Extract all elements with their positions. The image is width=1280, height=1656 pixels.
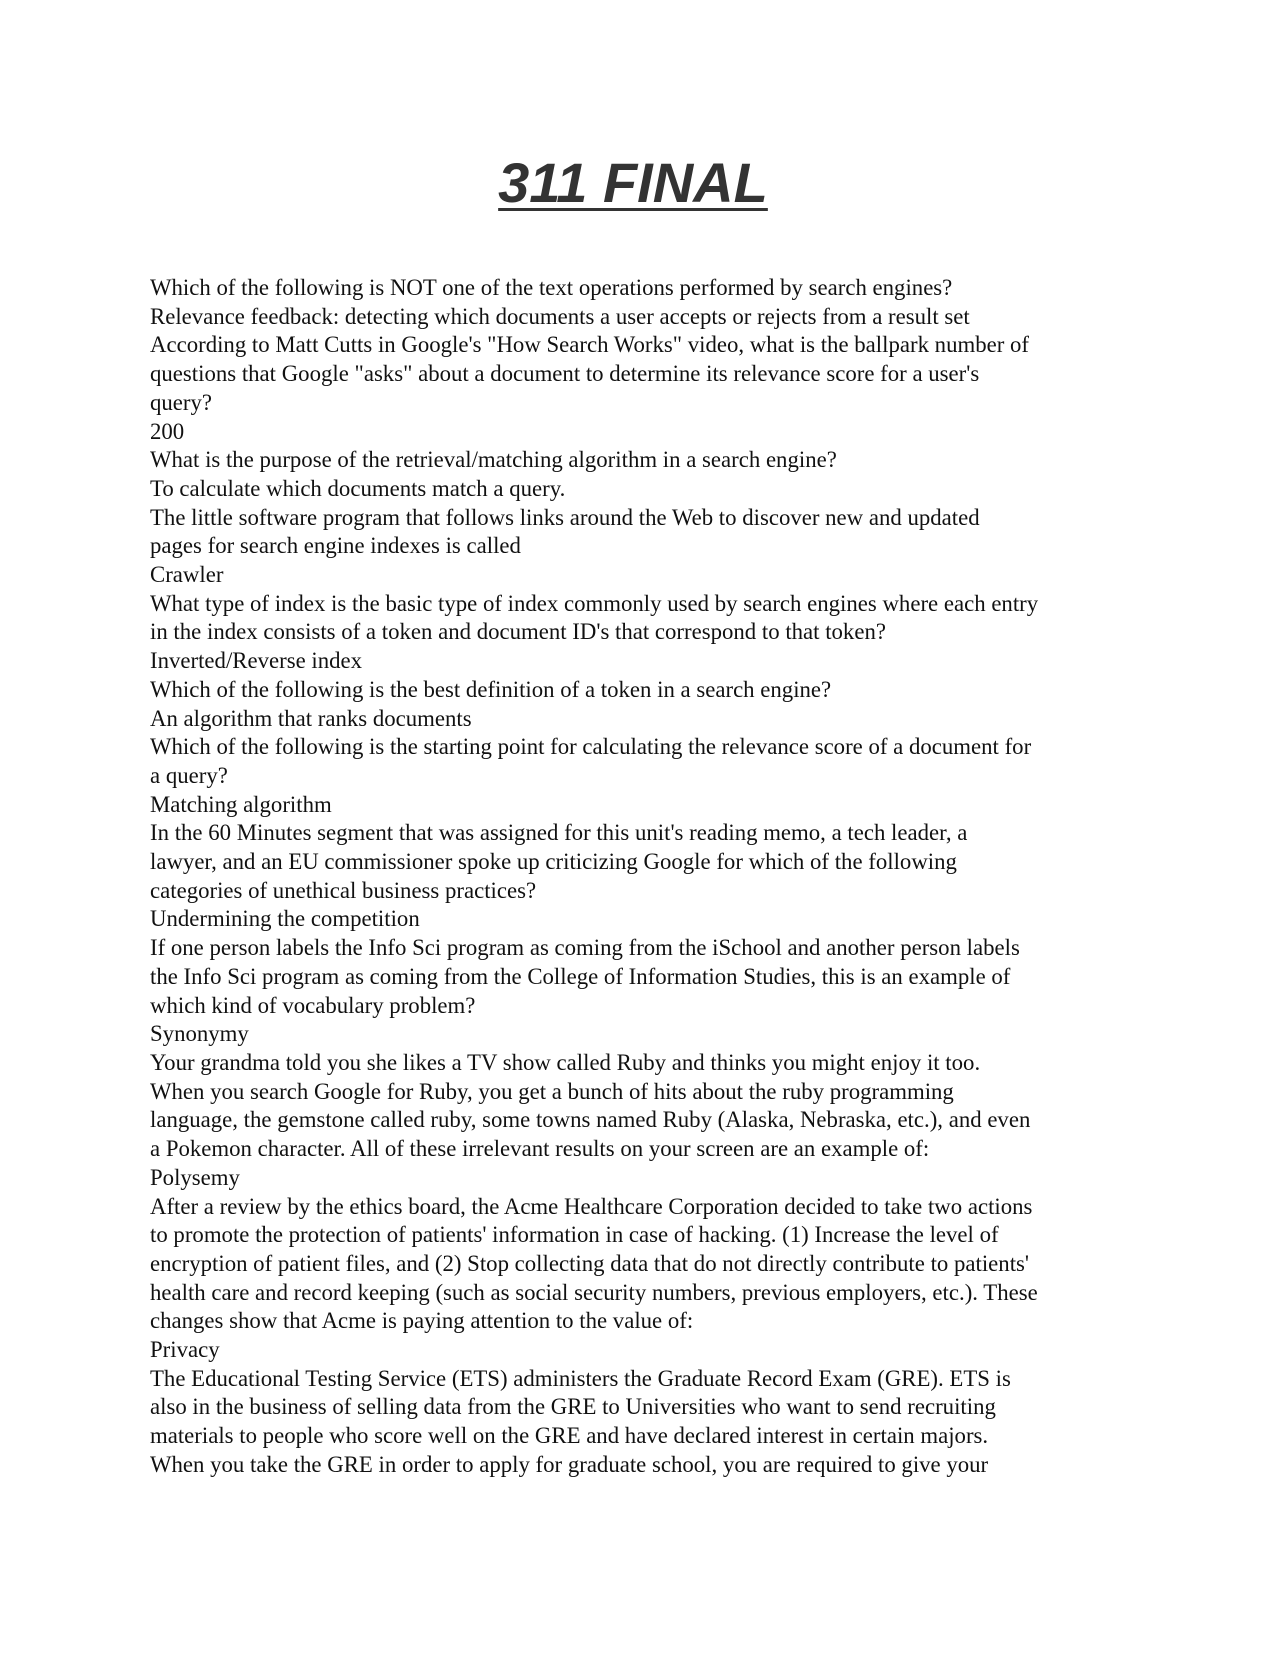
text-line: language, the gemstone called ruby, some towns named Ruby (Alaska, Nebraska, etc.), and even: [150, 1107, 1031, 1133]
text-line: a query?: [150, 762, 228, 788]
text-line: Which of the following is NOT one of the text operations performed by search engines?: [150, 275, 953, 300]
text-line: health care and record keeping (such as social security numbers, previous employers, etc.). These: [150, 1279, 1038, 1305]
text-line: What type of index is the basic type of index commonly used by search engines where each entry: [150, 590, 1039, 616]
text-line: The little software program that follows links around the Web to discover new and updated: [150, 504, 980, 530]
text-line: When you take the GRE in order to apply for graduate school, you are required to give your: [150, 1451, 989, 1477]
text-line: The Educational Testing Service (ETS) administers the Graduate Record Exam (GRE). ETS is: [150, 1365, 1011, 1391]
text-line: Which of the following is the best definition of a token in a search engine?: [150, 676, 832, 702]
text-line: Relevance feedback: detecting which documents a user accepts or rejects from a result set: [150, 303, 970, 329]
text-line: materials to people who score well on the GRE and have declared interest in certain majors.: [150, 1423, 989, 1449]
text-line: query?: [150, 389, 213, 415]
text-line: encryption of patient files, and (2) Stop collecting data that do not directly contribute to patients': [150, 1250, 1030, 1276]
document-title: 311 FINAL: [498, 151, 768, 214]
text-line: to promote the protection of patients' information in case of hacking. (1) Increase the level of: [150, 1222, 999, 1248]
text-line: According to Matt Cutts in Google's "How Search Works" video, what is the ballpark number of: [150, 332, 1029, 358]
text-line: changes show that Acme is paying attention to the value of:: [150, 1308, 694, 1334]
text-line: Inverted/Reverse index: [150, 648, 363, 674]
text-line: questions that Google "asks" about a document to determine its relevance score for a user's: [150, 361, 980, 387]
text-line: After a review by the ethics board, the Acme Healthcare Corporation decided to take two actions: [150, 1193, 1033, 1219]
text-line: In the 60 Minutes segment that was assigned for this unit's reading memo, a tech leader, a: [150, 820, 968, 846]
text-line: Polysemy: [150, 1164, 240, 1190]
text-line: Crawler: [150, 562, 224, 588]
text-line: categories of unethical business practices?: [150, 877, 537, 903]
text-line: Privacy: [150, 1337, 220, 1363]
text-line: the Info Sci program as coming from the College of Information Studies, this is an example of: [150, 963, 1011, 989]
text-line: lawyer, and an EU commissioner spoke up criticizing Google for which of the following: [150, 849, 957, 875]
text-line: a Pokemon character. All of these irrelevant results on your screen are an example of:: [150, 1136, 930, 1162]
text-line: Synonymy: [150, 1021, 249, 1047]
text-line: Undermining the competition: [150, 906, 420, 932]
text-line: which kind of vocabulary problem?: [150, 992, 476, 1018]
text-line: Matching algorithm: [150, 791, 332, 817]
text-line: What is the purpose of the retrieval/matching algorithm in a search engine?: [150, 447, 837, 473]
text-line: To calculate which documents match a query.: [150, 475, 566, 501]
document-body: [150, 274, 1140, 1480]
text-line: in the index consists of a token and document ID's that correspond to that token?: [150, 619, 886, 645]
text-line: pages for search engine indexes is called: [150, 533, 521, 559]
text-line: also in the business of selling data from the GRE to Universities who want to send recruiting: [150, 1394, 996, 1420]
text-line: If one person labels the Info Sci program as coming from the iSchool and another person labels: [150, 935, 1020, 961]
text-line: When you search Google for Ruby, you get a bunch of hits about the ruby programming: [150, 1078, 954, 1104]
text-line: An algorithm that ranks documents: [150, 705, 472, 731]
text-line: Your grandma told you she likes a TV show called Ruby and thinks you might enjoy it too.: [150, 1049, 981, 1075]
text-line: 200: [150, 418, 185, 444]
text-line: Which of the following is the starting point for calculating the relevance score of a document for: [150, 734, 1032, 760]
